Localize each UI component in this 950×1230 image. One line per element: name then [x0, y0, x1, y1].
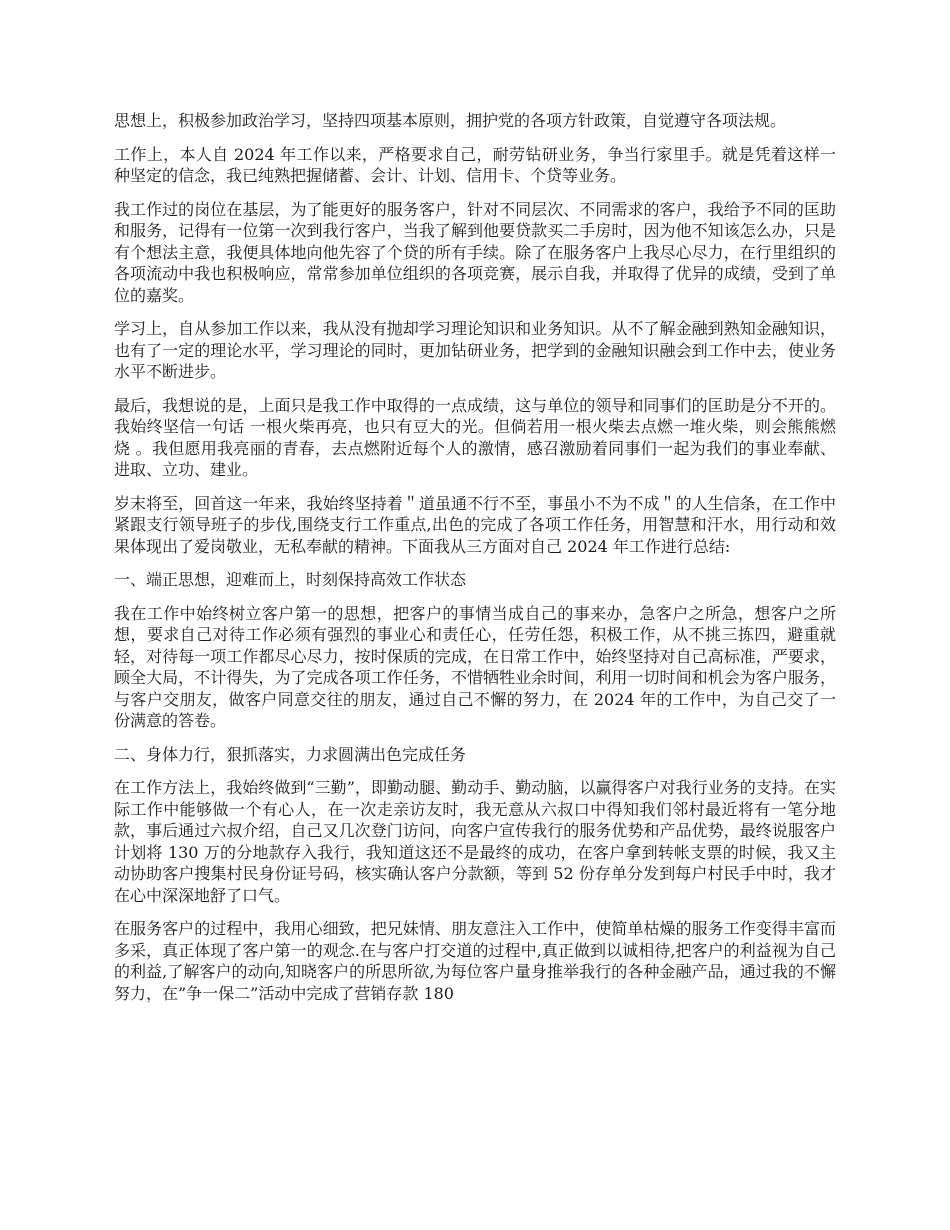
section-heading-1: 一、端正思想，迎难而上，时刻保持高效工作状态	[114, 570, 467, 589]
document-page	[114, 110, 836, 1016]
paragraph-political-thought: 思想上，积极参加政治学习，坚持四项基本原则，拥护党的各项方针政策，自觉遵守各项法规。	[114, 111, 787, 130]
paragraph-customer-first: 我在工作中始终树立客户第一的思想，把客户的事情当成自己的事来办，急客户之所急，想客户之所想，要求自己对待工作必须有强烈的事业心和责任心，任劳任怨，积极工作，从不挑三拣四，避重就轻，对待每一项工作都尽心尽力，按时保质的完成，在日常工作中，始终坚持对自己高标准，严要求，顾全大局，不计得失，为了完成各项工作任务，不惜牺牲业余时间，利用一切时间和机会为客户服务，与客户交朋友，做客户同意交往的朋友，通过自己不懈的努力，在 2024 年的工作中，为自己交了一份满意的答卷。	[114, 603, 836, 730]
paragraph-study: 学习上，自从参加工作以来，我从没有抛却学习理论知识和业务知识。从不了解金融到熟知金融知识，也有了一定的理论水平，学习理论的同时，更加钻研业务，把学到的金融知识融会到工作中去，使业务水平不断进步。	[114, 319, 836, 381]
paragraph-work-attitude: 工作上，本人自 2024 年工作以来，严格要求自己，耐劳钻研业务，争当行家里手。就是凭着这样一种坚定的信念，我已纯熟把握储蓄、会计、计划、信用卡、个贷等业务。	[114, 144, 836, 185]
paragraph-service-process: 在服务客户的过程中，我用心细致，把兄妹情、朋友意注入工作中，使简单枯燥的服务工作变得丰富而多采，真正体现了客户第一的观念.在与客户打交道的过程中,真正做到以诚相待,把客户的利益视为自己的利益,了解客户的动向,知晓客户的所思所欲,为每位客户量身推举我行的各种金融产品，通过我的不懈努力，在”争一保二”活动中完成了营销存款 180	[114, 919, 836, 1003]
paragraph-conclusion: 最后，我想说的是，上面只是我工作中取得的一点成绩，这与单位的领导和同事们的匡助是分不开的。我始终坚信一句话 一根火柴再亮，也只有豆大的光。但倘若用一根火柴去点燃一堆火柴，则会熊熊燃烧 。我但愿用我亮丽的青春，去点燃附近每个人的激情，感召激励着同事们一起为我们的事业奉献、进取、立功、建业。	[114, 395, 836, 479]
paragraph-customer-service: 我工作过的岗位在基层，为了能更好的服务客户，针对不同层次、不同需求的客户，我给予不同的匡助和服务，记得有一位第一次到我行客户，当我了解到他要贷款买二手房时，因为他不知该怎么办，只是有个想法主意，我便具体地向他先容了个贷的所有手续。除了在服务客户上我尽心尽力，在行里组织的各项流动中我也积极响应，常常参加单位组织的各项竞赛，展示自我，并取得了优异的成绩，受到了单位的嘉奖。	[114, 199, 836, 305]
paragraph-year-end: 岁末将至，回首这一年来，我始终坚持着＂道虽通不行不至，事虽小不为不成＂的人生信条，在工作中紧跟支行领导班子的步伐,围绕支行工作重点,出色的完成了各项工作任务，用智慧和汗水，用行动和效果体现出了爱岗敬业，无私奉献的精神。下面我从三方面对自己 2024 年工作进行总结:	[114, 493, 836, 556]
section-heading-2: 二、身体力行，狠抓落实，力求圆满出色完成任务	[114, 744, 467, 764]
paragraph-work-methods: 在工作方法上，我始终做到“三勤”，即勤动腿、勤动手、勤动脑，以赢得客户对我行业务的支持。在实际工作中能够做一个有心人，在一次走亲访友时，我无意从六叔口中得知我们邻村最近将有一笔分地款，事后通过六叔介绍，自己又几次登门访问，向客户宣传我行的服务优势和产品优势，最终说服客户计划将 130 万的分地款存入我行，我知道这还不是最终的成功，在客户拿到转帐支票的时候，我又主动协助客户搜集村民身份证号码，核实确认客户分款额，等到 52 份存单分发到每户村民手中时，我才在心中深深地舒了口气。	[114, 778, 836, 905]
